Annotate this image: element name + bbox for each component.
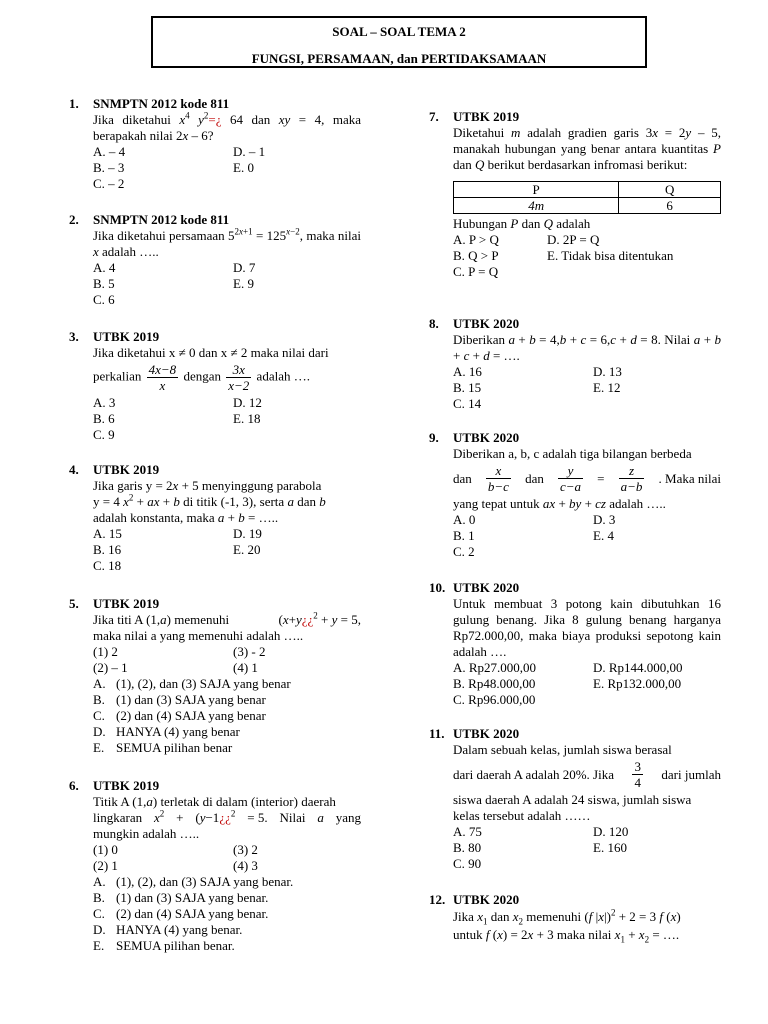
option-b[interactable]: B. Q > P: [453, 248, 499, 263]
option-c[interactable]: C. 6: [93, 292, 115, 307]
option-b[interactable]: B. 16: [93, 542, 122, 557]
pq-table: [453, 181, 721, 214]
question-number: 6.: [69, 778, 79, 793]
question-text: Jika diketahui x ≠ 0 dan x ≠ 2 maka nilai dari: [93, 345, 329, 360]
question-text: Jika diketahui $x^4$ $y^2=¿$ 64 dan xy = 4, maka berapakah nilai 2x – 6?: [93, 110, 361, 143]
header-title: SOAL – SOAL TEMA 2: [332, 24, 466, 39]
question-10: [429, 580, 721, 708]
option-b[interactable]: B. (1) dan (3) SAJA yang benar.: [93, 890, 269, 905]
question-text: siswa daerah A adalah 24 siswa, jumlah siswa: [453, 792, 692, 807]
option-b[interactable]: B. 15: [453, 380, 482, 395]
option-d[interactable]: D. 13: [593, 364, 622, 379]
option-c[interactable]: C. 9: [93, 427, 115, 442]
question-text: untuk f (x) = 2x + 3 maka nilai $x_1 + x_2$ = ….: [453, 927, 680, 945]
question-text: lingkaran $x^2$ + (y−1¿¿$^2$ = 5. Nilai a yang: [93, 808, 361, 825]
question-number: 7.: [429, 109, 439, 124]
question-5: [69, 596, 361, 756]
question-text: mungkin adalah …..: [93, 826, 200, 841]
question-number: 11.: [429, 726, 445, 741]
question-text: Diketahui m adalah gradien garis 3x = 2y – 5, manakah hubungan yang benar antara kuantitas P dan Q berikut berdasarkan infromasi berikut:: [453, 125, 721, 172]
option-a[interactable]: A. 3: [93, 395, 116, 410]
option-d[interactable]: D. 3: [593, 512, 616, 527]
option-d[interactable]: D. Rp144.000,00: [593, 660, 683, 675]
question-text: yang tepat untuk ax + by + cz adalah …..: [453, 496, 666, 511]
statement-1: (1) 2: [93, 644, 118, 659]
option-a[interactable]: A. Rp27.000,00: [453, 660, 537, 675]
option-b[interactable]: B. Rp48.000,00: [453, 676, 536, 691]
statement-4: (4) 3: [233, 858, 258, 873]
question-number: 8.: [429, 316, 439, 331]
option-c[interactable]: C. Rp96.000,00: [453, 692, 536, 707]
option-b[interactable]: B. (1) dan (3) SAJA yang benar: [93, 692, 266, 707]
option-e[interactable]: E. 0: [233, 160, 254, 175]
question-text: Untuk membuat 3 potong kain dibutuhkan 16 gulung benang. Jika 8 gulung benang harganya Rp72.000,00, maka biaya produksi sepotong kain adalah ….: [453, 596, 721, 659]
question-source: UTBK 2019: [93, 329, 160, 344]
option-a[interactable]: A. (1), (2), dan (3) SAJA yang benar.: [93, 874, 294, 889]
option-a[interactable]: A. 75: [453, 824, 482, 839]
option-c[interactable]: C. 2: [453, 544, 475, 559]
option-d[interactable]: D. HANYA (4) yang benar: [93, 724, 240, 739]
option-b[interactable]: B. 6: [93, 411, 115, 426]
option-c[interactable]: C. 90: [453, 856, 482, 871]
question-text: Hubungan P dan Q adalah: [453, 216, 591, 231]
statement-3: (3) 2: [233, 842, 258, 857]
option-d[interactable]: D. HANYA (4) yang benar.: [93, 922, 243, 937]
question-text: Dalam sebuah kelas, jumlah siswa berasal: [453, 742, 672, 757]
question-source: UTBK 2020: [453, 892, 520, 907]
question-source: SNMPTN 2012 kode 811: [93, 212, 230, 227]
option-e[interactable]: E. SEMUA pilihan benar.: [93, 938, 235, 953]
option-c[interactable]: C. (2) dan (4) SAJA yang benar.: [93, 906, 269, 921]
question-source: UTBK 2019: [93, 462, 160, 477]
question-number: 1.: [69, 96, 79, 111]
question-text: Diberikan a + b = 4,b + c = 6,c + d = 8. Nilai a + b + c + d = ….: [453, 332, 722, 363]
question-number: 2.: [69, 212, 79, 227]
question-9: [429, 430, 721, 560]
question-text: Jika $x_1$ dan $x_2$ memenuhi (f |x|)$^2$ + 2 = 3 f (x): [453, 907, 681, 927]
question-1: [69, 96, 361, 192]
option-e[interactable]: E. 20: [233, 542, 261, 557]
question-source: UTBK 2020: [453, 430, 520, 445]
question-text: Jika titi A (1,a) memenuhi (x+y¿¿$^2$ + y = 5,: [93, 610, 361, 627]
question-number: 9.: [429, 430, 439, 445]
option-d[interactable]: D. 12: [233, 395, 262, 410]
option-a[interactable]: A. 0: [453, 512, 476, 527]
option-e[interactable]: E. Tidak bisa ditentukan: [547, 248, 674, 263]
option-a[interactable]: A. 15: [93, 526, 122, 541]
option-b[interactable]: B. – 3: [93, 160, 125, 175]
question-6: [69, 778, 361, 954]
option-c[interactable]: C. P = Q: [453, 264, 499, 279]
option-a[interactable]: A. P > Q: [453, 232, 499, 247]
question-3: [69, 329, 361, 443]
question-source: UTBK 2019: [93, 778, 160, 793]
statement-4: (4) 1: [233, 660, 258, 675]
option-a[interactable]: A. – 4: [93, 144, 126, 159]
table-header-q: Q: [619, 182, 721, 198]
option-a[interactable]: A. (1), (2), dan (3) SAJA yang benar: [93, 676, 291, 691]
table-cell-q: 6: [619, 198, 721, 214]
option-e[interactable]: E. SEMUA pilihan benar: [93, 740, 233, 755]
option-c[interactable]: C. (2) dan (4) SAJA yang benar: [93, 708, 266, 723]
question-text: Jika diketahui persamaan $5^{2x+1} = 125^{x-2}$, maka nilai x adalah …..: [93, 226, 361, 259]
option-e[interactable]: E. 160: [593, 840, 627, 855]
question-2: [69, 212, 361, 308]
question-text: maka nilai a yang memenuhi adalah …..: [93, 628, 304, 643]
header-box: [151, 16, 647, 68]
option-c[interactable]: C. – 2: [93, 176, 125, 191]
option-e[interactable]: E. 18: [233, 411, 261, 426]
question-11: [429, 726, 721, 872]
question-text: Diberikan a, b, c adalah tiga bilangan berbeda: [453, 446, 692, 461]
question-source: UTBK 2020: [453, 316, 520, 331]
question-source: UTBK 2019: [453, 109, 520, 124]
option-e[interactable]: E. Rp132.000,00: [593, 676, 682, 691]
option-e[interactable]: E. 9: [233, 276, 254, 291]
option-d[interactable]: D. 19: [233, 526, 262, 541]
table-cell-p: 4m: [454, 198, 619, 214]
question-formula: dari daerah A adalah 20%. Jika $\frac{3}{4}$ dari jumlah: [453, 759, 721, 790]
option-d[interactable]: D. 2P = Q: [547, 232, 600, 247]
question-text: kelas tersebut adalah ……: [453, 808, 591, 823]
table-header-p: P: [454, 182, 619, 198]
question-4: [69, 462, 361, 574]
option-b[interactable]: B. 5: [93, 276, 115, 291]
option-a[interactable]: A. 4: [93, 260, 116, 275]
question-number: 10.: [429, 580, 446, 595]
question-8: [429, 316, 722, 412]
question-formula: perkalian $\frac{4x-8}{x}$ dengan $\frac{3x}{x-2}$ adalah ….: [93, 362, 310, 393]
statement-1: (1) 0: [93, 842, 118, 857]
question-source: UTBK 2020: [453, 726, 520, 741]
question-formula: dan $\frac{x}{b-c}$ dan $\frac{y}{c-a}$ = $\frac{z}{a-b}$ . Maka nilai: [453, 463, 721, 494]
question-text: Titik A (1,a) terletak di dalam (interior) daerah: [93, 794, 336, 809]
question-number: 12.: [429, 892, 446, 907]
question-number: 3.: [69, 329, 79, 344]
option-a[interactable]: A. 16: [453, 364, 482, 379]
question-7: [429, 109, 721, 280]
question-source: UTBK 2019: [93, 596, 160, 611]
option-c[interactable]: C. 14: [453, 396, 482, 411]
header-subtitle: FUNGSI, PERSAMAAN, dan PERTIDAKSAMAAN: [251, 51, 547, 66]
question-12: [429, 892, 721, 945]
statement-2: (2) – 1: [93, 660, 128, 675]
option-d[interactable]: D. – 1: [233, 144, 266, 159]
question-text: adalah konstanta, maka a + b = …..: [93, 510, 279, 525]
question-source: UTBK 2020: [453, 580, 520, 595]
option-d[interactable]: D. 120: [593, 824, 629, 839]
statement-3: (3) - 2: [233, 644, 266, 659]
option-e[interactable]: E. 4: [593, 528, 614, 543]
question-number: 4.: [69, 462, 79, 477]
question-text: y = 4 $x^2$ + ax + b di titik (-1, 3), serta a dan b: [93, 492, 326, 509]
question-number: 5.: [69, 596, 79, 611]
statement-2: (2) 1: [93, 858, 118, 873]
option-d[interactable]: D. 7: [233, 260, 256, 275]
option-b[interactable]: B. 80: [453, 840, 482, 855]
option-b[interactable]: B. 1: [453, 528, 475, 543]
question-text: Jika garis y = 2x + 5 menyinggung parabola: [93, 478, 322, 493]
question-source: SNMPTN 2012 kode 811: [93, 96, 230, 111]
option-c[interactable]: C. 18: [93, 558, 122, 573]
option-e[interactable]: E. 12: [593, 380, 621, 395]
